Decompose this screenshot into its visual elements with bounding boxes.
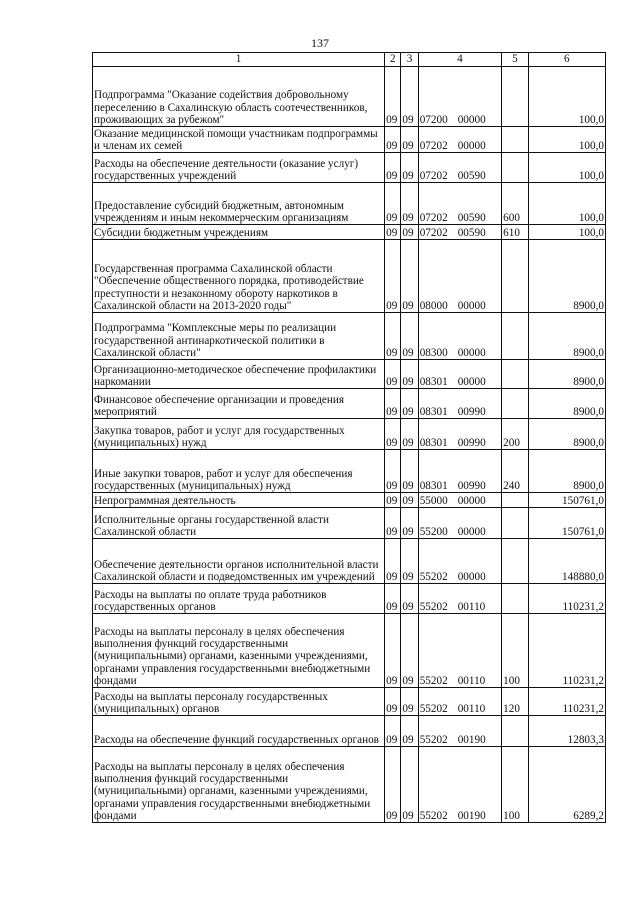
row-name: Субсидии бюджетным учреждениям <box>93 225 385 240</box>
row-target-article <box>418 313 501 360</box>
row-name: Закупка товаров, работ и услуг для государственных (муниципальных) нужд <box>93 419 385 450</box>
table-row <box>93 225 606 240</box>
row-target-article-direction: 00590 <box>457 226 486 239</box>
row-amount: 100,0 <box>528 127 605 153</box>
row-amount: 100,0 <box>528 183 605 225</box>
row-amount: 100,0 <box>528 153 605 183</box>
row-subsection: 09 <box>401 584 418 614</box>
row-expense-type: 100 <box>502 747 528 823</box>
row-target-article-direction: 00990 <box>457 405 486 418</box>
row-target-article-direction: 00590 <box>457 169 486 182</box>
row-target-article-program: 55000 <box>419 494 448 507</box>
table-row <box>93 747 606 823</box>
row-section: 09 <box>385 240 401 313</box>
row-target-article <box>418 584 501 614</box>
row-target-article-program: 07200 <box>419 113 448 126</box>
budget-table <box>92 52 606 823</box>
row-target-article-program: 07202 <box>419 226 448 239</box>
row-target-article-program: 08301 <box>419 375 448 388</box>
row-target-article <box>418 539 501 584</box>
row-section: 09 <box>385 584 401 614</box>
row-target-article <box>418 747 501 823</box>
row-target-article-program: 55202 <box>419 674 448 687</box>
row-target-article <box>418 67 501 127</box>
row-name: Обеспечение деятельности органов исполнительной власти Сахалинской области и подведомственных им учреждений <box>93 539 385 584</box>
row-target-article-program: 07202 <box>419 139 448 152</box>
row-expense-type <box>502 716 528 747</box>
row-subsection: 09 <box>401 716 418 747</box>
row-target-article <box>418 508 501 539</box>
row-target-article-direction: 00000 <box>457 346 486 359</box>
table-header <box>93 53 606 67</box>
row-target-article-direction: 00000 <box>457 570 486 583</box>
row-name: Финансовое обеспечение организации и проведения мероприятий <box>93 389 385 419</box>
row-section: 09 <box>385 539 401 584</box>
row-amount: 8900,0 <box>528 450 605 493</box>
row-target-article <box>418 360 501 389</box>
row-target-article-direction: 00110 <box>457 600 486 613</box>
row-target-article-program: 08300 <box>419 346 448 359</box>
row-amount: 6289,2 <box>528 747 605 823</box>
row-expense-type <box>502 67 528 127</box>
table-body <box>93 67 606 823</box>
row-section: 09 <box>385 360 401 389</box>
row-section: 09 <box>385 127 401 153</box>
row-subsection: 09 <box>401 360 418 389</box>
row-target-article <box>418 614 501 688</box>
row-target-article-direction: 00000 <box>457 113 486 126</box>
table-row <box>93 688 606 716</box>
row-subsection: 09 <box>401 688 418 716</box>
row-name: Расходы на выплаты по оплате труда работников государственных органов <box>93 584 385 614</box>
row-section: 09 <box>385 183 401 225</box>
row-target-article-program: 08000 <box>419 299 448 312</box>
row-target-article-direction: 00590 <box>457 211 486 224</box>
row-section: 09 <box>385 716 401 747</box>
table-row <box>93 360 606 389</box>
row-amount: 150761,0 <box>528 493 605 508</box>
row-expense-type <box>502 493 528 508</box>
row-expense-type <box>502 360 528 389</box>
row-target-article <box>418 127 501 153</box>
row-subsection: 09 <box>401 493 418 508</box>
row-target-article-direction: 00190 <box>457 733 486 746</box>
row-target-article <box>418 688 501 716</box>
row-target-article <box>418 493 501 508</box>
row-section: 09 <box>385 419 401 450</box>
row-section: 09 <box>385 450 401 493</box>
row-target-article-program: 07202 <box>419 211 448 224</box>
row-subsection: 09 <box>401 67 418 127</box>
table-row <box>93 67 606 127</box>
row-target-article-direction: 00110 <box>457 674 486 687</box>
row-section: 09 <box>385 389 401 419</box>
row-name: Расходы на выплаты персоналу государственных (муниципальных) органов <box>93 688 385 716</box>
row-subsection: 09 <box>401 747 418 823</box>
row-amount: 8900,0 <box>528 419 605 450</box>
row-name: Подпрограмма "Комплексные меры по реализации государственной антинаркотической политики в Сахалинской области" <box>93 313 385 360</box>
table-row <box>93 584 606 614</box>
row-target-article-program: 07202 <box>419 169 448 182</box>
row-section: 09 <box>385 153 401 183</box>
row-amount: 8900,0 <box>528 313 605 360</box>
row-subsection: 09 <box>401 450 418 493</box>
row-subsection: 09 <box>401 153 418 183</box>
row-target-article <box>418 389 501 419</box>
row-target-article <box>418 716 501 747</box>
row-section: 09 <box>385 67 401 127</box>
row-amount: 150761,0 <box>528 508 605 539</box>
row-expense-type: 240 <box>502 450 528 493</box>
row-expense-type: 600 <box>502 183 528 225</box>
row-subsection: 09 <box>401 539 418 584</box>
row-name: Предоставление субсидий бюджетным, автономным учреждениям и иным некоммерческим организациям <box>93 183 385 225</box>
row-subsection: 09 <box>401 614 418 688</box>
row-expense-type <box>502 240 528 313</box>
row-amount: 110231,2 <box>528 584 605 614</box>
table-row <box>93 389 606 419</box>
row-subsection: 09 <box>401 127 418 153</box>
row-amount: 110231,2 <box>528 688 605 716</box>
row-section: 09 <box>385 508 401 539</box>
header-col-5: 5 <box>502 53 528 67</box>
row-section: 09 <box>385 493 401 508</box>
row-target-article-program: 55200 <box>419 525 448 538</box>
row-expense-type <box>502 539 528 584</box>
table-row <box>93 493 606 508</box>
table-row <box>93 419 606 450</box>
row-expense-type: 200 <box>502 419 528 450</box>
row-target-article-direction: 00190 <box>457 809 486 822</box>
header-col-3: 3 <box>401 53 418 67</box>
row-amount: 148880,0 <box>528 539 605 584</box>
row-name: Оказание медицинской помощи участникам подпрограммы и членам их семей <box>93 127 385 153</box>
row-amount: 12803,3 <box>528 716 605 747</box>
row-target-article-direction: 00000 <box>457 375 486 388</box>
row-amount: 8900,0 <box>528 360 605 389</box>
row-amount: 8900,0 <box>528 240 605 313</box>
row-subsection: 09 <box>401 389 418 419</box>
row-name: Государственная программа Сахалинской области "Обеспечение общественного порядка, противодействие преступности и незаконному обороту наркотиков в Сахалинской области на 2013-2020 годы" <box>93 240 385 313</box>
row-target-article-direction: 00990 <box>457 436 486 449</box>
row-target-article-program: 55202 <box>419 600 448 613</box>
table-row <box>93 183 606 225</box>
row-target-article-direction: 00990 <box>457 479 486 492</box>
row-amount: 8900,0 <box>528 389 605 419</box>
row-subsection: 09 <box>401 183 418 225</box>
row-subsection: 09 <box>401 508 418 539</box>
row-target-article-direction: 00000 <box>457 139 486 152</box>
row-amount: 100,0 <box>528 67 605 127</box>
row-subsection: 09 <box>401 225 418 240</box>
row-name: Исполнительные органы государственной власти Сахалинской области <box>93 508 385 539</box>
page-number: 137 <box>311 36 329 50</box>
table-row <box>93 313 606 360</box>
table-row <box>93 240 606 313</box>
row-target-article-direction: 00000 <box>457 525 486 538</box>
row-name: Расходы на выплаты персоналу в целях обеспечения выполнения функций государственными (муниципальными) органами, казенными учреждениями, органами управления государственными внебюджетными фондами <box>93 614 385 688</box>
row-name: Иные закупки товаров, работ и услуг для обеспечения государственных (муниципальных) нужд <box>93 450 385 493</box>
row-expense-type <box>502 313 528 360</box>
row-amount: 100,0 <box>528 225 605 240</box>
table-row <box>93 539 606 584</box>
row-subsection: 09 <box>401 240 418 313</box>
row-target-article-direction: 00000 <box>457 299 486 312</box>
row-expense-type <box>502 127 528 153</box>
row-section: 09 <box>385 614 401 688</box>
row-section: 09 <box>385 313 401 360</box>
row-target-article <box>418 240 501 313</box>
row-target-article-program: 55202 <box>419 809 448 822</box>
row-target-article-program: 08301 <box>419 436 448 449</box>
row-expense-type <box>502 153 528 183</box>
row-name: Расходы на обеспечение деятельности (оказание услуг) государственных учреждений <box>93 153 385 183</box>
row-target-article-program: 08301 <box>419 405 448 418</box>
row-section: 09 <box>385 225 401 240</box>
row-expense-type <box>502 584 528 614</box>
table-row <box>93 508 606 539</box>
row-expense-type: 100 <box>502 614 528 688</box>
row-name: Организационно-методическое обеспечение профилактики наркомании <box>93 360 385 389</box>
row-name: Непрограммная деятельность <box>93 493 385 508</box>
header-col-4: 4 <box>418 53 501 67</box>
row-subsection: 09 <box>401 419 418 450</box>
row-name: Расходы на обеспечение функций государственных органов <box>93 716 385 747</box>
row-expense-type <box>502 508 528 539</box>
header-col-1: 1 <box>93 53 385 67</box>
table-row <box>93 153 606 183</box>
table-row <box>93 127 606 153</box>
table-row <box>93 716 606 747</box>
row-target-article-program: 55202 <box>419 702 448 715</box>
row-target-article-direction: 00110 <box>457 702 486 715</box>
row-subsection: 09 <box>401 313 418 360</box>
row-section: 09 <box>385 688 401 716</box>
row-expense-type: 120 <box>502 688 528 716</box>
row-target-article <box>418 183 501 225</box>
row-expense-type <box>502 389 528 419</box>
row-name: Расходы на выплаты персоналу в целях обеспечения выполнения функций государственными (муниципальными) органами, казенными учреждениями, органами управления государственными внебюджетными фондами <box>93 747 385 823</box>
row-section: 09 <box>385 747 401 823</box>
table-row <box>93 614 606 688</box>
header-col-2: 2 <box>385 53 401 67</box>
row-target-article-direction: 00000 <box>457 494 486 507</box>
row-target-article-program: 08301 <box>419 479 448 492</box>
row-target-article <box>418 225 501 240</box>
row-expense-type: 610 <box>502 225 528 240</box>
row-name: Подпрограмма "Оказание содействия добровольному переселению в Сахалинскую область соотечественников, проживающих за рубежом" <box>93 67 385 127</box>
row-amount: 110231,2 <box>528 614 605 688</box>
row-target-article-program: 55202 <box>419 570 448 583</box>
table-row <box>93 450 606 493</box>
row-target-article <box>418 153 501 183</box>
row-target-article <box>418 419 501 450</box>
header-col-6: 6 <box>528 53 605 67</box>
row-target-article-program: 55202 <box>419 733 448 746</box>
row-target-article <box>418 450 501 493</box>
